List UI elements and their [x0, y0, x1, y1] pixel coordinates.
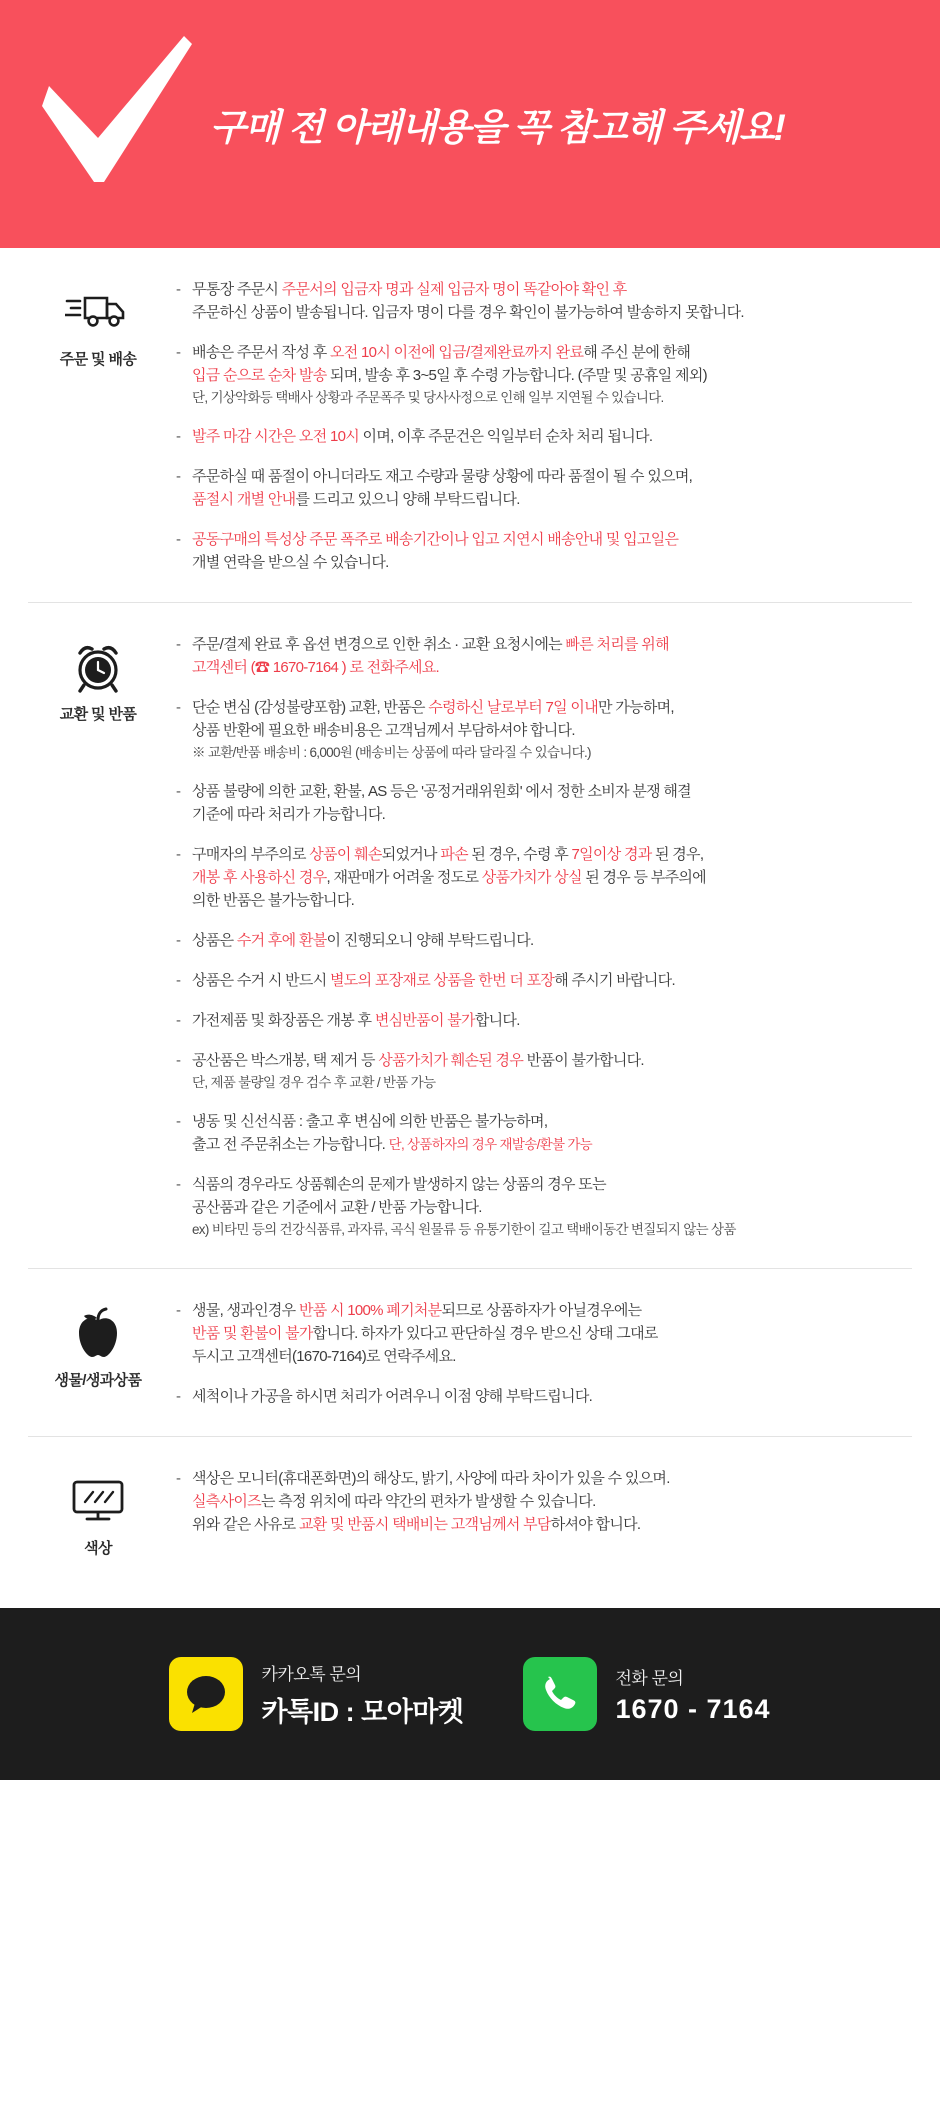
page-title: 구매 전 아래내용을 꼭 참고해 주세요!: [210, 107, 785, 148]
monitor-icon: [28, 1473, 168, 1529]
list-item: [176, 1110, 906, 1156]
section-order-delivery: [28, 248, 912, 603]
text-run: 상품가치가 상실: [481, 869, 582, 886]
list-item: [176, 1049, 906, 1093]
text-run: 주문/결제 완료 후 옵션 변경으로 인한 취소 · 교환 요청시에는: [192, 636, 566, 653]
section-label: 주문 및 배송: [59, 351, 137, 368]
list-item: [176, 780, 906, 826]
section-icon-column: [28, 1299, 168, 1390]
text-run: 두시고 고객센터(1670-7164)로 연락주세요.: [192, 1348, 456, 1365]
text-run: 단순 변심 (감성불량포함) 교환, 반품은: [192, 699, 429, 716]
text-run: 개별 연락을 받으실 수 있습니다.: [192, 554, 389, 571]
text-run: 이 진행되오니 양해 부탁드립니다.: [326, 932, 534, 949]
text-run: 가전제품 및 화장품은 개봉 후: [192, 1012, 375, 1029]
bullet-dash: -: [176, 783, 181, 800]
section-icon-column: [28, 1467, 168, 1558]
bullet-dash: -: [176, 932, 181, 949]
text-run: 색상은 모니터(휴대폰화면)의 해상도, 밝기, 사양에 따라 차이가 있을 수 있으며.: [192, 1470, 670, 1487]
list-item: [176, 1173, 906, 1240]
text-run: 개봉 후 사용하신 경우: [192, 869, 327, 886]
text-run: 공산품은 박스개봉, 택 제거 등: [192, 1052, 379, 1069]
list-item: [176, 696, 906, 763]
alarm-clock-icon: [28, 639, 168, 695]
check-mark-icon: [36, 34, 196, 204]
text-run: 를 드리고 있으니 양해 부탁드립니다.: [295, 491, 520, 508]
text-run: 상품은: [192, 932, 237, 949]
text-run: 되며, 발송 후 3~5일 후 수령 가능합니다. (주말 및 공휴일 제외): [326, 367, 707, 384]
text-run: 상품이 훼손: [309, 846, 382, 863]
section-label: 교환 및 반품: [59, 706, 137, 723]
text-run: 의한 반품은 불가능합니다.: [192, 892, 355, 909]
text-run: 실측사이즈: [192, 1493, 261, 1510]
list-item: [176, 528, 906, 574]
section-body: [168, 1299, 912, 1410]
text-run: 파손: [440, 846, 468, 863]
text-run: 해 주신 분에 한해: [583, 344, 691, 361]
bullet-dash: -: [176, 636, 181, 653]
list-item: [176, 969, 906, 992]
text-run: 주문하신 상품이 발송됩니다. 입금자 명이 다를 경우 확인이 불가능하여 발송하지 못합니다.: [192, 304, 744, 321]
bullet-dash: -: [176, 846, 181, 863]
section-exchange-return: [28, 603, 912, 1269]
text-run: 출고 전 주문취소는 가능합니다.: [192, 1136, 389, 1153]
phone-contact-block[interactable]: [523, 1657, 770, 1731]
text-run: 만 가능하며,: [598, 699, 674, 716]
section-color: [28, 1437, 912, 1584]
text-run: 오전 10시 이전에 입금/결제완료까지 완료: [329, 344, 584, 361]
bullet-dash: -: [176, 281, 181, 298]
bullet-dash: -: [176, 1052, 181, 1069]
section-body: [168, 633, 912, 1242]
text-run: 식품의 경우라도 상품훼손의 문제가 발생하지 않는 상품의 경우 또는: [192, 1176, 606, 1193]
list-item: [176, 1009, 906, 1032]
bullet-dash: -: [176, 1113, 181, 1130]
bullet-dash: -: [176, 972, 181, 989]
text-run: 발주 마감 시간은 오전 10시: [192, 428, 360, 445]
text-run: 해 주시기 바랍니다.: [554, 972, 675, 989]
text-run: 구매자의 부주의로: [192, 846, 310, 863]
bullet-dash: -: [176, 1176, 181, 1193]
phone-number: 1670 - 7164: [615, 1693, 771, 1724]
section-icon-column: [28, 278, 168, 369]
section-fresh-produce: [28, 1269, 912, 1437]
bullet-dash: -: [176, 531, 181, 548]
text-run: 반품 시 100% 폐기처분: [298, 1302, 442, 1319]
text-run: 기준에 따라 처리가 가능합니다.: [192, 806, 386, 823]
text-run: , 재판매가 어려울 정도로: [326, 869, 482, 886]
bullet-dash: -: [176, 1470, 181, 1487]
text-run: 단, 상품하자의 경우 재발송/환불 가능: [388, 1137, 593, 1152]
text-run: 수거 후에 환불: [236, 932, 327, 949]
text-run: 변심반품이 불가: [374, 1012, 475, 1029]
text-run: 단, 제품 불량일 경우 검수 후 교환 / 반품 가능: [192, 1075, 436, 1090]
text-run: 합니다. 하자가 있다고 판단하실 경우 받으신 상태 그대로: [312, 1325, 658, 1342]
text-run: 7일이상 경과: [571, 846, 652, 863]
list-item: [176, 1299, 906, 1368]
text-run: 빠른 처리를 위해: [565, 636, 669, 653]
list-item: [176, 465, 906, 511]
text-run: 무통장 주문시: [192, 281, 282, 298]
text-run: 하셔야 합니다.: [550, 1516, 641, 1533]
guide-sections: [0, 248, 940, 1584]
list-item: [176, 633, 906, 679]
text-run: 공동구매의 특성상 주문 폭주로 배송기간이나 입고 지연시 배송안내 및 입고일은: [192, 531, 679, 548]
text-run: 고객센터 (☎ 1670-7164 ) 로 전화주세요.: [192, 659, 440, 676]
text-run: 상품가치가 훼손된 경우: [378, 1052, 524, 1069]
phone-label: 전화 문의: [615, 1668, 684, 1688]
list-item: [176, 1385, 906, 1408]
page-header: [0, 0, 940, 248]
bullet-dash: -: [176, 468, 181, 485]
text-run: 주문서의 입금자 명과 실제 입금자 명이 똑같아야 확인 후: [281, 281, 627, 298]
phone-icon[interactable]: [523, 1657, 597, 1731]
section-body: [168, 1467, 912, 1538]
bullet-dash: -: [176, 428, 181, 445]
phone-text: [615, 1664, 770, 1725]
text-run: 배송은 주문서 작성 후: [192, 344, 330, 361]
section-label: 생물/생과상품: [54, 1372, 142, 1389]
text-run: 반품 및 환불이 불가: [192, 1325, 313, 1342]
section-body: [168, 278, 912, 576]
text-run: 세척이나 가공을 하시면 처리가 어려우니 이점 양해 부탁드립니다.: [192, 1388, 593, 1405]
kakao-contact-block[interactable]: [169, 1657, 463, 1731]
text-run: 된 경우 등 부주의에: [581, 869, 706, 886]
bullet-dash: -: [176, 1302, 181, 1319]
text-run: 위와 같은 사유로: [192, 1516, 299, 1533]
text-run: ※ 교환/반품 배송비 : 6,000원 (배송비는 상품에 따라 달라질 수 있습니다.): [192, 745, 591, 760]
kakaotalk-icon[interactable]: [169, 1657, 243, 1731]
bullet-dash: -: [176, 699, 181, 716]
text-run: 이며, 이후 주문건은 익일부터 순차 처리 됩니다.: [359, 428, 653, 445]
bullet-dash: -: [176, 344, 181, 361]
delivery-truck-icon: [28, 284, 168, 340]
section-icon-column: [28, 633, 168, 724]
list-item: [176, 843, 906, 912]
text-run: 교환 및 반품시 택배비는 고객님께서 부담: [298, 1516, 551, 1533]
bullet-dash: -: [176, 1388, 181, 1405]
text-run: 반품이 불가합니다.: [523, 1052, 644, 1069]
text-run: 된 경우, 수령 후: [467, 846, 572, 863]
list-item: [176, 278, 906, 324]
text-run: 되었거나: [381, 846, 441, 863]
text-run: 합니다.: [474, 1012, 520, 1029]
text-run: 상품 불량에 의한 교환, 환불, AS 등은 '공정거래위원회' 에서 정한 소비자 분쟁 해결: [192, 783, 691, 800]
kakao-label: 카카오톡 문의: [261, 1664, 362, 1684]
bullet-dash: -: [176, 1012, 181, 1029]
text-run: 공산품과 같은 기준에서 교환 / 반품 가능합니다.: [192, 1199, 482, 1216]
text-run: 상품 반환에 필요한 배송비용은 고객님께서 부담하셔야 합니다.: [192, 722, 575, 739]
text-run: 생물, 생과인경우: [192, 1302, 299, 1319]
list-item: [176, 341, 906, 408]
text-run: 단, 기상악화등 택배사 상황과 주문폭주 및 당사사정으로 인해 일부 지연될 수 있습니다.: [192, 390, 664, 405]
kakao-text: [261, 1660, 463, 1729]
text-run: 품절시 개별 안내: [192, 491, 296, 508]
text-run: 되므로 상품하자가 아닐경우에는: [441, 1302, 642, 1319]
text-run: 주문하실 때 품절이 아니더라도 재고 수량과 물량 상황에 따라 품절이 될 수 있으며,: [192, 468, 693, 485]
text-run: ex) 비타민 등의 건강식품류, 과자류, 곡식 원물류 등 유통기한이 길고 택배이동간 변질되지 않는 상품: [192, 1222, 736, 1237]
list-item: [176, 425, 906, 448]
text-run: 는 측정 위치에 따라 약간의 편차가 발생할 수 있습니다.: [260, 1493, 596, 1510]
contact-footer: [0, 1608, 940, 1780]
text-run: 상품은 수거 시 반드시: [192, 972, 330, 989]
text-run: 별도의 포장재로 상품을 한번 더 포장: [329, 972, 555, 989]
list-item: [176, 1467, 906, 1536]
text-run: 냉동 및 신선식품 : 출고 후 변심에 의한 반품은 불가능하며,: [192, 1113, 548, 1130]
text-run: 입금 순으로 순차 발송: [192, 367, 327, 384]
text-run: 된 경우,: [651, 846, 704, 863]
list-item: [176, 929, 906, 952]
section-label: 색상: [84, 1540, 112, 1557]
apple-icon: [28, 1305, 168, 1361]
text-run: 수령하신 날로부터 7일 이내: [428, 699, 598, 716]
kakao-id: 카톡ID : 모아마켓: [261, 1696, 464, 1727]
